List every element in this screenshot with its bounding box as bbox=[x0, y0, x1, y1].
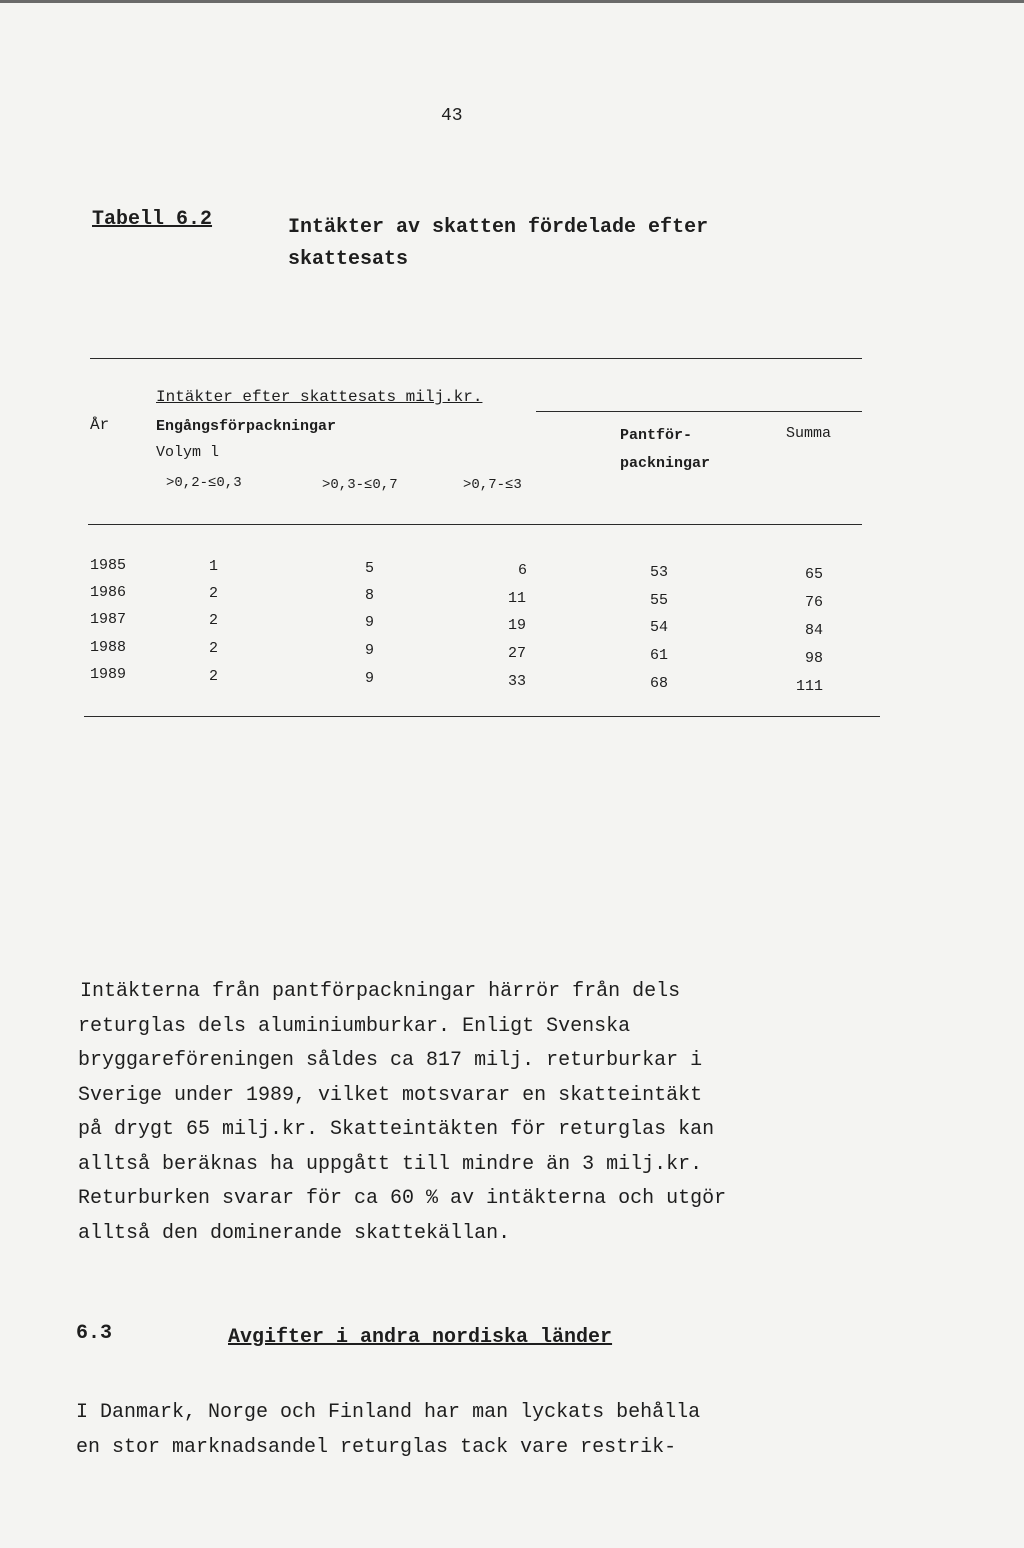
header-group-label: Intäkter efter skattesats milj.kr. bbox=[156, 388, 483, 406]
header-range-2: >0,3-≤0,7 bbox=[322, 477, 398, 493]
cell-year: 1986 bbox=[90, 584, 127, 601]
header-engangs: Engångsförpackningar bbox=[156, 418, 337, 435]
table-label: Tabell 6.2 bbox=[92, 208, 213, 231]
paragraph-line: en stor marknadsandel returglas tack vare restrik- bbox=[76, 1435, 677, 1459]
cell-year: 1985 bbox=[90, 557, 127, 574]
cell-range-3: 33 bbox=[508, 673, 527, 690]
paragraph-line: Returburken svarar för ca 60 % av intäkterna och utgör bbox=[78, 1187, 727, 1210]
table-title-line: Intäkter av skatten fördelade efter bbox=[288, 216, 709, 239]
cell-pant: 54 bbox=[650, 619, 669, 636]
cell-year: 1988 bbox=[90, 639, 127, 656]
cell-summa: 111 bbox=[796, 678, 824, 695]
cell-pant: 55 bbox=[650, 592, 669, 609]
paragraph-line: I Danmark, Norge och Finland har man lyckats behålla bbox=[76, 1401, 701, 1424]
header-volym: Volym l bbox=[156, 444, 220, 461]
table-top-rule bbox=[90, 358, 862, 359]
cell-range-2: 8 bbox=[365, 587, 375, 604]
cell-summa: 76 bbox=[805, 594, 824, 611]
header-range-1: >0,2-≤0,3 bbox=[166, 475, 242, 491]
cell-range-3: 19 bbox=[508, 617, 527, 634]
cell-range-1: 2 bbox=[209, 585, 219, 602]
cell-summa: 84 bbox=[805, 622, 824, 639]
cell-range-1: 2 bbox=[209, 612, 219, 629]
cell-year: 1987 bbox=[90, 611, 127, 628]
paragraph-revenue bbox=[78, 975, 838, 1251]
paragraph-nordic bbox=[76, 1396, 836, 1465]
cell-range-2: 5 bbox=[365, 560, 375, 577]
cell-range-2: 9 bbox=[365, 642, 375, 659]
header-pant-line: Pantför- bbox=[620, 427, 693, 444]
header-year: År bbox=[90, 416, 110, 434]
header-range-3: >0,7-≤3 bbox=[463, 477, 522, 493]
table-bottom-rule bbox=[84, 716, 880, 717]
paragraph-line: alltså beräknas ha uppgått till mindre än 3 milj.kr. bbox=[78, 1152, 703, 1176]
paragraph-line: bryggareföreningen såldes ca 817 milj. returburkar i bbox=[78, 1049, 703, 1072]
table-title-line: skattesats bbox=[288, 248, 409, 271]
cell-range-1: 1 bbox=[209, 558, 219, 575]
paragraph-line: på drygt 65 milj.kr. Skatteintäkten för returglas kan bbox=[78, 1118, 715, 1141]
cell-summa: 65 bbox=[805, 566, 824, 583]
cell-range-3: 11 bbox=[508, 590, 527, 607]
cell-year: 1989 bbox=[90, 666, 127, 683]
table-title bbox=[288, 212, 708, 276]
cell-range-3: 27 bbox=[508, 645, 527, 662]
page-top-edge bbox=[0, 0, 1024, 3]
header-pant bbox=[620, 422, 710, 478]
paragraph-line: Intäkterna från pantförpackningar härrör från dels bbox=[80, 980, 681, 1003]
cell-pant: 53 bbox=[650, 564, 669, 581]
paragraph-line: Sverige under 1989, vilket motsvarar en skatteintäkt bbox=[78, 1083, 703, 1107]
paragraph-line: returglas dels aluminiumburkar. Enligt Svenska bbox=[78, 1014, 631, 1038]
header-bottom-rule bbox=[88, 524, 862, 525]
header-group-rule bbox=[536, 411, 862, 412]
cell-range-2: 9 bbox=[365, 670, 375, 687]
section-title: Avgifter i andra nordiska länder bbox=[228, 1326, 613, 1349]
section-number: 6.3 bbox=[76, 1322, 113, 1345]
cell-range-3: 6 bbox=[518, 562, 528, 579]
cell-pant: 68 bbox=[650, 675, 669, 692]
paragraph-line: alltså den dominerande skattekällan. bbox=[78, 1221, 511, 1245]
cell-range-1: 2 bbox=[209, 668, 219, 685]
page-number: 43 bbox=[441, 106, 463, 126]
cell-summa: 98 bbox=[805, 650, 824, 667]
cell-range-2: 9 bbox=[365, 614, 375, 631]
header-summa: Summa bbox=[786, 425, 832, 442]
header-pant-line: packningar bbox=[620, 455, 711, 472]
cell-pant: 61 bbox=[650, 647, 669, 664]
cell-range-1: 2 bbox=[209, 640, 219, 657]
